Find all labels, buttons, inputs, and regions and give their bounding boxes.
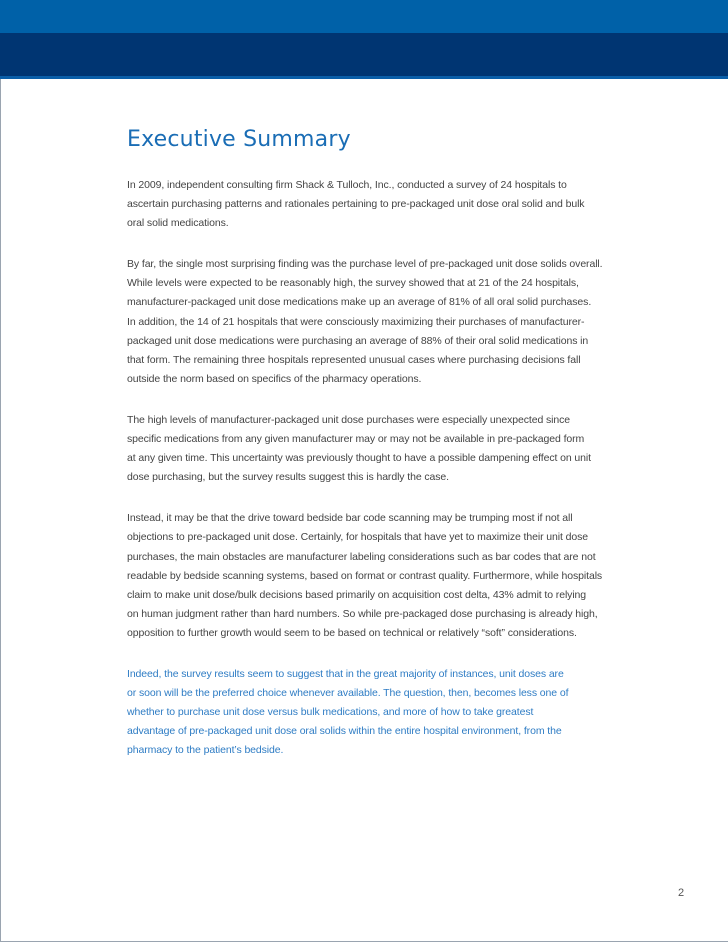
paragraph-survey-intro [127, 176, 657, 233]
paragraph-key-finding [127, 255, 657, 389]
text-line: objections to pre-packaged unit dose. Certainly, for hospitals that have yet to maximize their unit dose [127, 531, 588, 544]
text-line: advantage of pre-packaged unit dose oral solids within the entire hospital environment, from the [127, 725, 562, 738]
text-line: outside the norm based on specifics of the pharmacy operations. [127, 372, 422, 385]
text-line: on human judgment rather than hard numbers. So while pre-packaged dose purchasing is already high, [127, 607, 598, 620]
text-line: In 2009, independent consulting firm Shack & Tulloch, Inc., conducted a survey of 24 hospitals to [127, 179, 567, 191]
header-divider [0, 76, 728, 79]
text-line: opposition to further growth would seem to be based on technical or relatively “soft” considerations. [127, 626, 577, 639]
text-line: packaged unit dose medications were purchasing an average of 88% of their oral solid medications in [127, 334, 589, 347]
text-line: dose purchasing, but the survey results suggest this is hardly the case. [127, 471, 449, 484]
text-line: ascertain purchasing patterns and rationales pertaining to pre-packaged unit dose oral solid and bulk [127, 198, 585, 211]
paragraph-bar-code-scanning [127, 509, 657, 643]
text-line: Indeed, the survey results seem to suggest that in the great majority of instances, unit doses are [127, 667, 564, 680]
text-line: In addition, the 14 of 21 hospitals that were consciously maximizing their purchases of manufacturer- [127, 315, 585, 328]
header-band-dark [0, 33, 728, 76]
text-line: oral solid medications. [127, 217, 229, 230]
text-line: readable by bedside scanning systems, based on format or contrast quality. Furthermore, while hospitals [127, 569, 603, 582]
text-line: pharmacy to the patient’s bedside. [127, 744, 284, 757]
text-line: Instead, it may be that the drive toward bedside bar code scanning may be trumping most if not all [127, 512, 573, 525]
text-line: manufacturer-packaged unit dose medications make up an average of 81% of all oral solid purchases. [127, 296, 592, 309]
page-number: 2 [678, 887, 685, 899]
paragraph-conclusion-highlight [127, 665, 657, 760]
header-band-light [0, 0, 728, 33]
text-line: The high levels of manufacturer-packaged unit dose purchases were especially unexpected since [127, 413, 571, 426]
page-frame-left [0, 79, 1, 941]
text-line: that form. The remaining three hospitals represented unusual cases where purchasing decisions fall [127, 353, 581, 366]
text-line: whether to purchase unit dose versus bulk medications, and more of how to take greatest [127, 706, 534, 719]
text-line: or soon will be the preferred choice whenever available. The question, then, becomes less one of [127, 687, 569, 700]
body-text [127, 176, 657, 782]
text-line: at any given time. This uncertainty was previously thought to have a possible dampening effect on unit [127, 452, 591, 465]
text-line: While levels were expected to be reasonably high, the survey showed that at 21 of the 24 hospitals, [127, 277, 579, 290]
text-line: purchases, the main obstacles are manufacturer labeling considerations such as bar codes that are not [127, 550, 596, 563]
page-frame-bottom [0, 941, 728, 942]
paragraph-unexpected-levels [127, 411, 657, 487]
text-line: By far, the single most surprising finding was the purchase level of pre-packaged unit dose solids overall. [127, 258, 603, 271]
page-title: Executive Summary [127, 127, 351, 152]
text-line: claim to make unit dose/bulk decisions based primarily on acquisition cost delta, 43% admit to relying [127, 588, 587, 601]
text-line: specific medications from any given manufacturer may or may not be available in pre-packaged form [127, 433, 585, 446]
